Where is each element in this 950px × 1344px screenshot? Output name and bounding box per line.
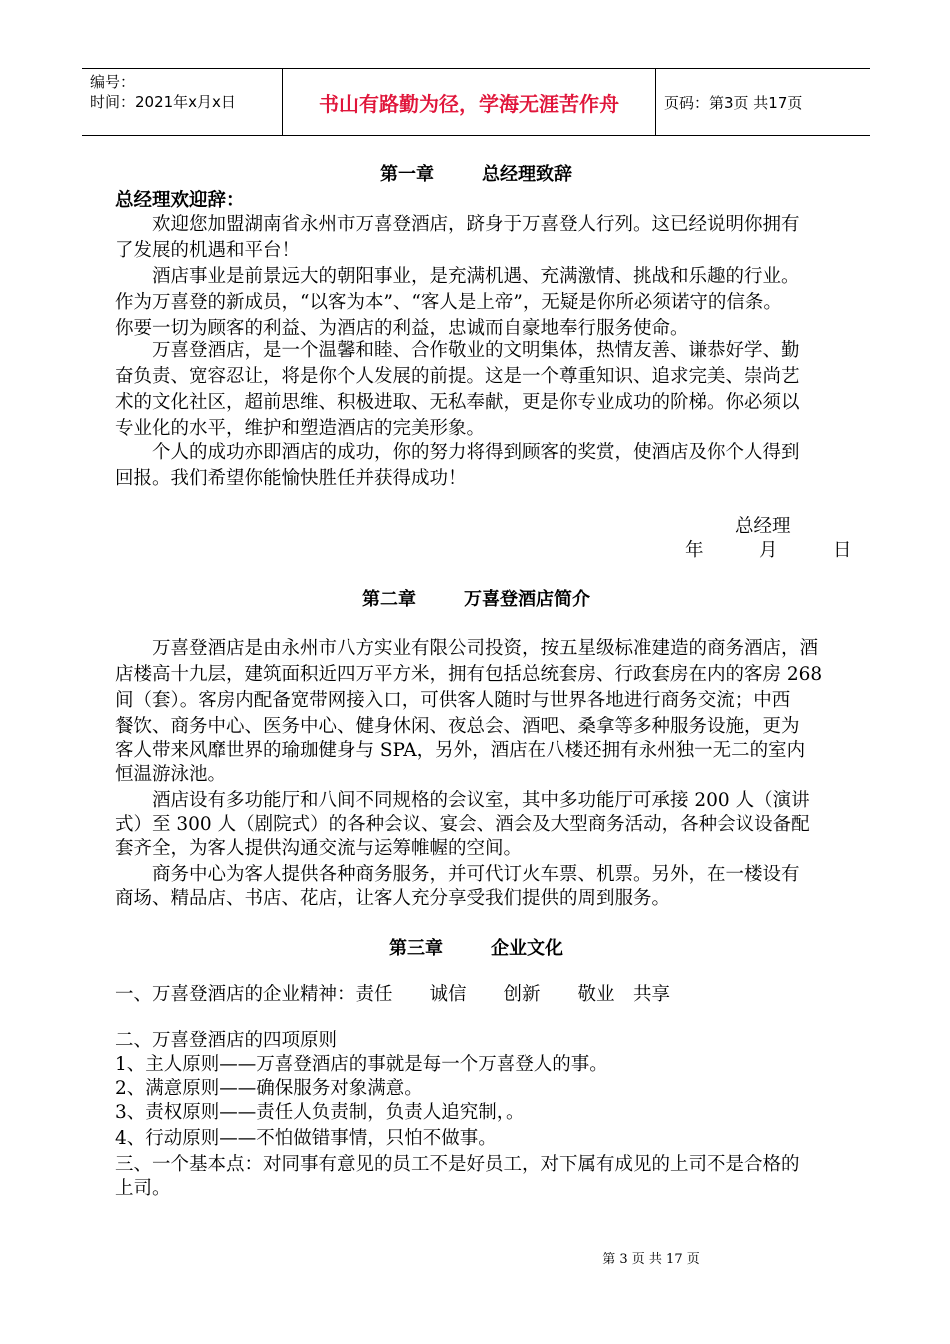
chapter1-number: 第一章 — [380, 164, 434, 185]
signature-date: 年 月 日 — [685, 540, 852, 561]
signature: 总经理 — [735, 516, 791, 537]
chapter1-line: 个人的成功亦即酒店的成功，你的努力将得到顾客的奖赏，使酒店及你个人得到 — [115, 442, 800, 463]
page-footer — [0, 1248, 950, 1267]
chapter1-line: 术的文化社区，超前思维、积极进取、无私奉献，更是你专业成功的阶梯。你必须以 — [115, 392, 800, 413]
chapter2-line: 店楼高十九层，建筑面积近四万平方米，拥有包括总统套房、行政套房在内的客房 268 — [115, 664, 823, 685]
chapter2-number: 第二章 — [362, 589, 416, 610]
chapter1-line: 专业化的水平，维护和塑造酒店的完美形象。 — [115, 418, 486, 439]
chapter2-title: 万喜登酒店简介 — [464, 589, 590, 610]
chapter2-line: 套齐全，为客人提供沟通交流与运筹帷幄的空间。 — [115, 838, 523, 859]
header-motto: 书山有路勤为径，学海无涯苦作舟 — [282, 69, 656, 135]
chapter1-line: 欢迎您加盟湖南省永州市万喜登酒店，跻身于万喜登人行列。这已经说明你拥有 — [115, 214, 800, 235]
document-number-label: 编号： — [90, 73, 136, 91]
chapter3-line: 2、满意原则——确保服务对象满意。 — [115, 1078, 423, 1099]
chapter1-line: 你要一切为顾客的利益、为酒店的利益，忠诚而自豪地奉行服务使命。 — [115, 318, 689, 339]
chapter2-line: 万喜登酒店是由永州市八方实业有限公司投资，按五星级标准建造的商务酒店，酒 — [115, 638, 819, 659]
header-page-label: 页码：第3页 共17页 — [664, 93, 803, 112]
welcome-label: 总经理欢迎辞： — [115, 190, 245, 211]
chapter3-title: 企业文化 — [491, 938, 563, 959]
chapter1-line: 酒店事业是前景远大的朝阳事业，是充满机遇、充满激情、挑战和乐趣的行业。 — [115, 266, 800, 287]
chapter1-line: 奋负责、宽容忍让，将是你个人发展的前提。这是一个尊重知识、追求完美、崇尚艺 — [115, 366, 800, 387]
chapter1-line: 作为万喜登的新成员，“以客为本”、“客人是上帝”，无疑是你所必须诺守的信条。 — [115, 292, 782, 313]
chapter1-heading — [115, 160, 837, 186]
chapter1-title: 总经理致辞 — [482, 164, 572, 185]
chapter2-line: 商务中心为客人提供各种商务服务，并可代订火车票、机票。另外，在一楼设有 — [115, 864, 800, 885]
document-time-label: 时间：2021年x月x日 — [90, 93, 236, 111]
chapter2-line: 间（套）。客房内配备宽带网接入口，可供客人随时与世界各地进行商务交流；中西 — [115, 690, 791, 711]
chapter3-line: 上司。 — [115, 1178, 171, 1199]
chapter2-line: 式）至 300 人（剧院式）的各种会议、宴会、酒会及大型商务活动，各种会议设备配 — [115, 814, 810, 835]
chapter2-line: 恒温游泳池。 — [115, 764, 227, 785]
chapter2-line: 客人带来风靡世界的瑜珈健身与 SPA，另外，酒店在八楼还拥有永州独一无二的室内 — [115, 740, 806, 761]
chapter3-line: 4、行动原则——不怕做错事情，只怕不做事。 — [115, 1128, 497, 1149]
chapter1-line: 了发展的机遇和平台！ — [115, 240, 301, 261]
chapter2-line: 商场、精品店、书店、花店，让客人充分享受我们提供的周到服务。 — [115, 888, 671, 909]
chapter3-heading — [115, 934, 837, 960]
enterprise-spirit: 一、万喜登酒店的企业精神：责任 诚信 创新 敬业 共享 — [115, 984, 671, 1005]
chapter2-line: 餐饮、商务中心、医务中心、健身休闲、夜总会、酒吧、桑拿等多种服务设施，更为 — [115, 716, 800, 737]
chapter3-line: 二、万喜登酒店的四项原则 — [115, 1030, 338, 1051]
page-header — [82, 68, 870, 136]
chapter3-line: 1、主人原则——万喜登酒店的事就是每一个万喜登人的事。 — [115, 1054, 608, 1075]
chapter2-line: 酒店设有多功能厅和八间不同规格的会议室，其中多功能厅可承接 200 人（演讲 — [115, 790, 810, 811]
chapter3-line: 3、责权原则——责任人负责制，负责人追究制，。 — [115, 1102, 525, 1123]
chapter3-number: 第三章 — [389, 938, 443, 959]
footer-page-number: 第 3 页 共 17 页 — [602, 1252, 700, 1267]
chapter2-heading — [115, 585, 837, 611]
header-meta — [82, 69, 282, 135]
chapter1-line: 回报。我们希望你能愉快胜任并获得成功！ — [115, 468, 467, 489]
chapter3-line: 三、一个基本点：对同事有意见的员工不是好员工，对下属有成见的上司不是合格的 — [115, 1154, 800, 1175]
chapter1-line: 万喜登酒店，是一个温馨和睦、合作敬业的文明集体，热情友善、谦恭好学、勤 — [115, 340, 800, 361]
